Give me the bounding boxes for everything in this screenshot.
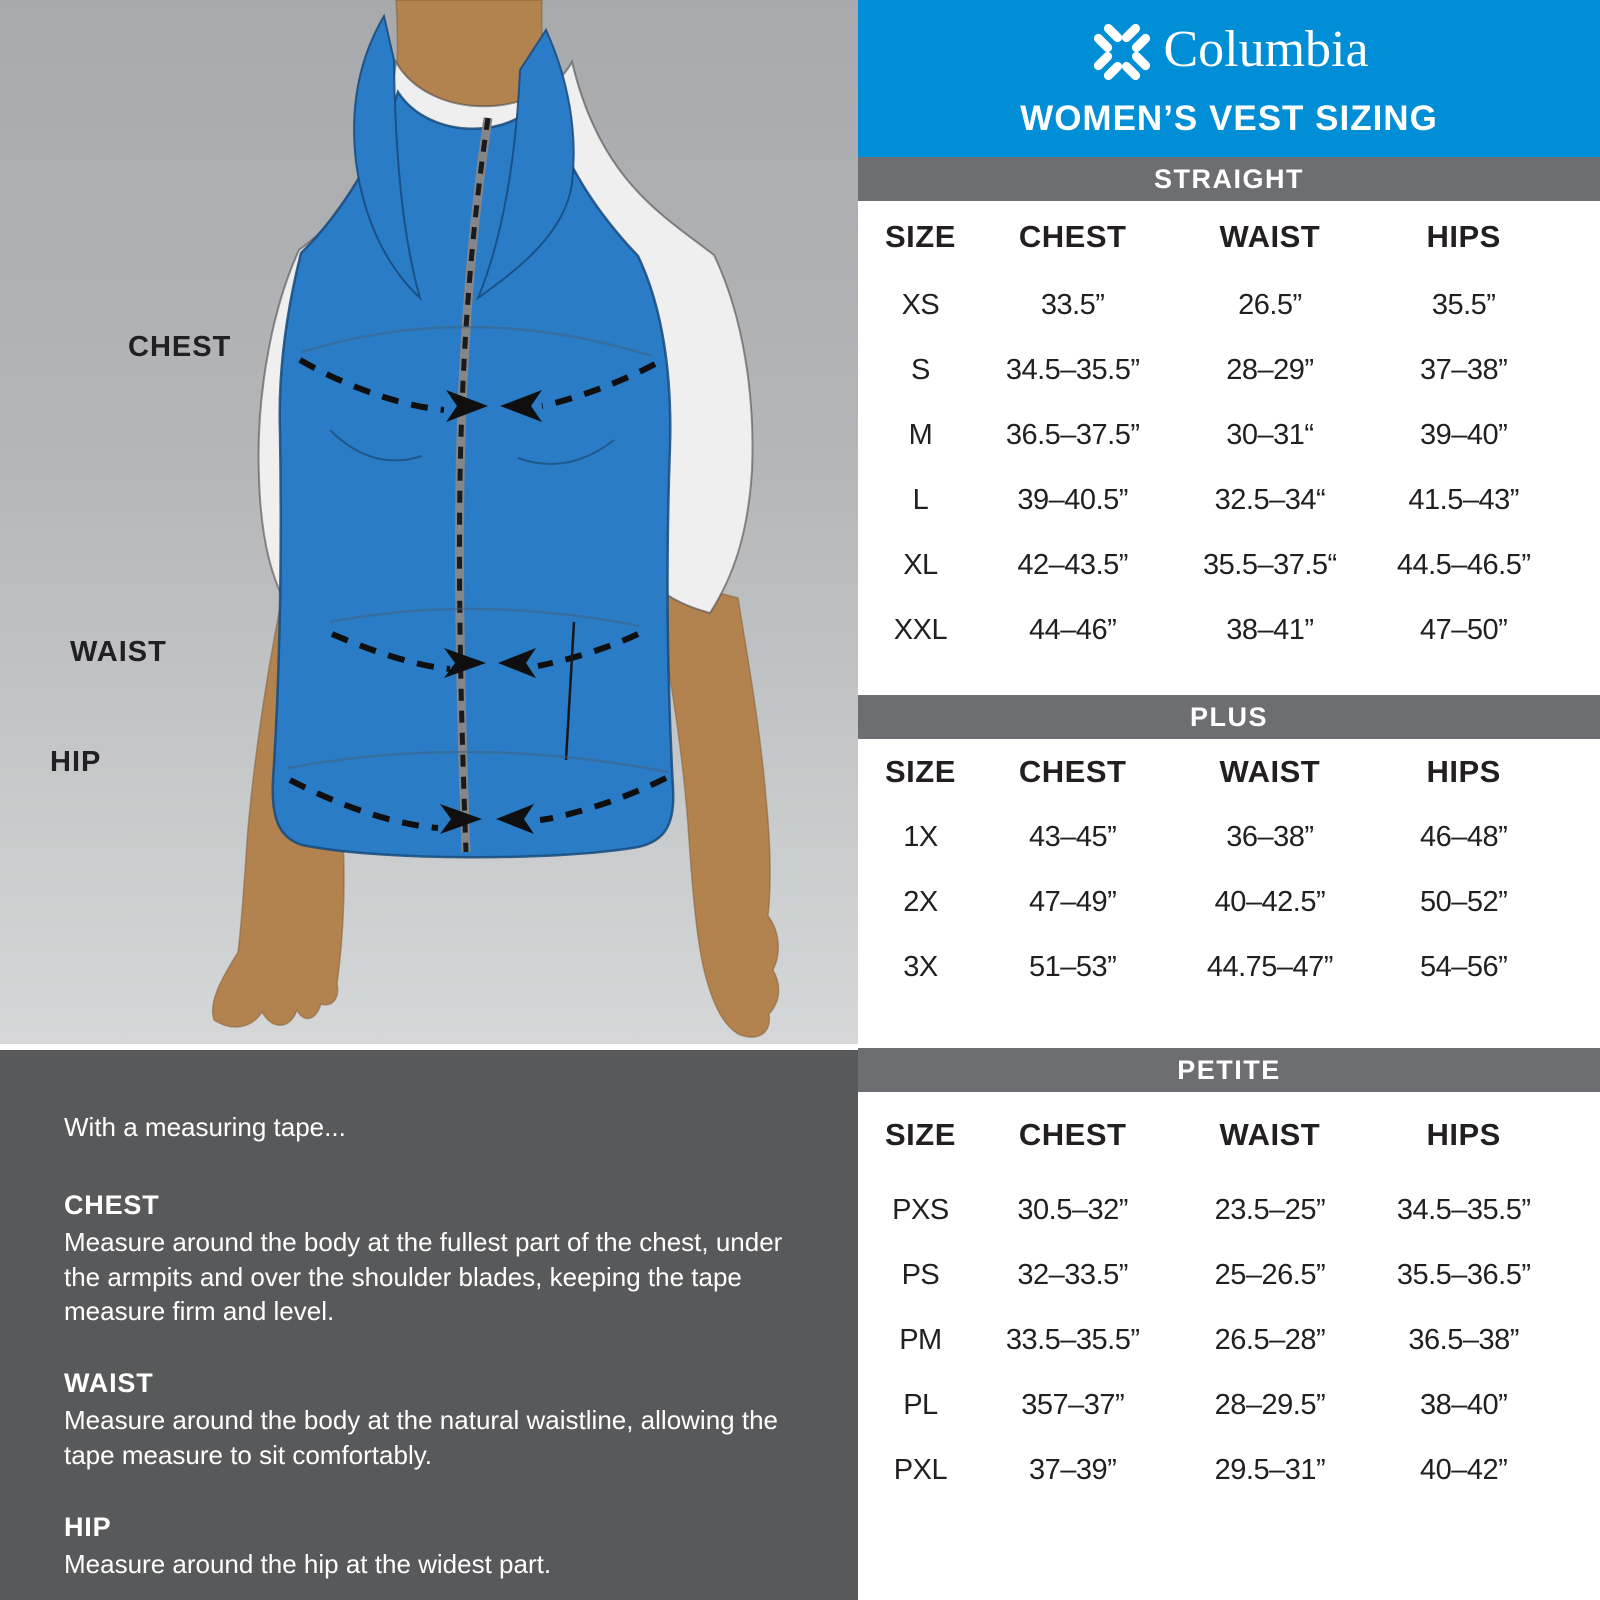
chest-cell: 47–49” <box>1029 886 1117 918</box>
table-row <box>872 1178 1564 1243</box>
size-cell: 3X <box>903 951 938 983</box>
instruction-heading-chest: CHEST <box>64 1190 160 1221</box>
chest-cell: 33.5” <box>1040 289 1105 321</box>
hip-measure-label: HIP <box>50 746 102 778</box>
waist-cell: 23.5–25” <box>1214 1194 1326 1226</box>
hips-cell: 44.5–46.5” <box>1396 549 1531 581</box>
size-cell: 2X <box>903 886 938 918</box>
chest-cell: 357–37” <box>1021 1389 1125 1421</box>
table-row <box>872 533 1564 598</box>
hips-cell: 35.5” <box>1431 289 1496 321</box>
waist-cell: 30–31“ <box>1226 419 1314 451</box>
table-row <box>872 468 1564 533</box>
waist-cell: 29.5–31” <box>1214 1454 1326 1486</box>
hips-cell: 46–48” <box>1419 821 1508 853</box>
straight-size-table <box>872 201 1564 663</box>
table-header-row <box>872 201 1564 273</box>
waist-cell: 26.5” <box>1238 289 1302 321</box>
chest-cell: 44–46” <box>1029 614 1117 646</box>
table-row <box>872 1243 1564 1308</box>
waist-cell: 40–42.5” <box>1214 886 1326 918</box>
column-header: SIZE <box>884 1117 956 1152</box>
chest-cell: 33.5–35.5” <box>1005 1324 1140 1356</box>
instruction-body-hip: Measure around the hip at the widest part. <box>64 1548 552 1579</box>
plus-size-table <box>872 739 1564 1000</box>
vest-figure-svg <box>0 0 858 1044</box>
vest-illustration <box>0 0 858 1044</box>
waist-cell: 26.5–28” <box>1214 1324 1326 1356</box>
section-straight <box>858 157 1600 663</box>
instruction-heading-waist: WAIST <box>64 1368 154 1399</box>
table-row <box>872 403 1564 468</box>
chest-cell: 36.5–37.5” <box>1005 419 1140 451</box>
hips-cell: 54–56” <box>1419 951 1508 983</box>
instruction-body-chest: Measure around the body at the fullest part of the chest, under the armpits and over the shoulder blades, keeping the tape measure firm and level. <box>64 1227 783 1326</box>
hips-cell: 38–40” <box>1419 1389 1508 1421</box>
waist-cell: 28–29.5” <box>1214 1389 1326 1421</box>
table-row <box>872 598 1564 663</box>
size-cell: M <box>908 419 933 451</box>
chest-measure-label: CHEST <box>128 331 232 363</box>
size-cell: S <box>911 354 930 386</box>
chest-cell: 42–43.5” <box>1017 549 1128 581</box>
hips-cell: 34.5–35.5” <box>1396 1194 1531 1226</box>
waist-cell: 44.75–47” <box>1206 951 1333 983</box>
table-row <box>872 338 1564 403</box>
table-row <box>872 273 1564 338</box>
column-header: WAIST <box>1219 754 1321 789</box>
hips-cell: 41.5–43” <box>1408 484 1519 516</box>
hips-cell: 35.5–36.5” <box>1396 1259 1531 1291</box>
waist-cell: 38–41” <box>1226 614 1314 646</box>
table-row <box>872 805 1564 870</box>
instruction-body-waist: Measure around the body at the natural waistline, allowing the tape measure to sit comfortably. <box>64 1405 778 1470</box>
measuring-instructions <box>0 1050 858 1600</box>
instructions-intro: With a measuring tape... <box>64 1112 346 1142</box>
size-cell: XL <box>903 549 938 581</box>
chest-cell: 30.5–32” <box>1017 1194 1128 1226</box>
table-row <box>872 935 1564 1000</box>
hips-cell: 39–40” <box>1419 419 1508 451</box>
waist-cell: 28–29” <box>1226 354 1314 386</box>
brand-header <box>858 0 1600 157</box>
waist-cell: 35.5–37.5“ <box>1203 549 1337 581</box>
chest-cell: 43–45” <box>1029 821 1117 853</box>
column-header: CHEST <box>1018 1117 1127 1152</box>
hips-cell: 37–38” <box>1419 354 1508 386</box>
waist-cell: 25–26.5” <box>1214 1259 1326 1291</box>
column-header: HIPS <box>1426 219 1501 254</box>
table-row <box>872 870 1564 935</box>
panel-title: WOMEN’S VEST SIZING <box>1020 98 1438 138</box>
hips-cell: 36.5–38” <box>1408 1324 1519 1356</box>
size-cell: PL <box>903 1389 938 1421</box>
waist-cell: 36–38” <box>1226 821 1314 853</box>
section-plus-header: PLUS <box>858 695 1600 739</box>
column-header: HIPS <box>1426 754 1501 789</box>
section-straight-header: STRAIGHT <box>858 157 1600 201</box>
size-cell: L <box>912 484 929 516</box>
chest-cell: 32–33.5” <box>1017 1259 1128 1291</box>
waist-cell: 32.5–34“ <box>1214 484 1326 516</box>
table-row <box>872 1308 1564 1373</box>
column-header: SIZE <box>884 219 956 254</box>
section-plus <box>858 695 1600 1000</box>
table-row <box>872 1373 1564 1438</box>
chest-cell: 51–53” <box>1029 951 1117 983</box>
chest-cell: 37–39” <box>1029 1454 1117 1486</box>
size-cell: 1X <box>903 821 938 853</box>
size-cell: PM <box>899 1324 942 1356</box>
columbia-logo-icon <box>1089 19 1155 85</box>
brand-logo <box>1089 19 1368 85</box>
waist-measure-label: WAIST <box>70 636 167 668</box>
column-header: HIPS <box>1426 1117 1501 1152</box>
instruction-heading-hip: HIP <box>64 1511 112 1542</box>
column-header: WAIST <box>1219 1117 1321 1152</box>
column-header: CHEST <box>1018 754 1127 789</box>
size-cell: XXL <box>893 614 948 646</box>
hips-cell: 40–42” <box>1419 1454 1508 1486</box>
section-petite-header: PETITE <box>858 1048 1600 1092</box>
size-cell: PS <box>901 1259 940 1291</box>
table-row <box>872 1438 1564 1503</box>
brand-wordmark: Columbia <box>1163 20 1369 78</box>
size-cell: XS <box>901 289 940 321</box>
hips-cell: 47–50” <box>1419 614 1508 646</box>
sizing-panel <box>858 0 1600 1600</box>
column-header: CHEST <box>1018 219 1127 254</box>
size-cell: PXL <box>893 1454 948 1486</box>
table-header-row <box>872 739 1564 805</box>
petite-size-table <box>872 1092 1564 1503</box>
size-cell: PXS <box>892 1194 949 1226</box>
column-header: WAIST <box>1219 219 1321 254</box>
chest-cell: 39–40.5” <box>1017 484 1128 516</box>
section-petite <box>858 1048 1600 1503</box>
chest-cell: 34.5–35.5” <box>1005 354 1140 386</box>
table-header-row <box>872 1092 1564 1178</box>
hips-cell: 50–52” <box>1419 886 1508 918</box>
column-header: SIZE <box>884 754 956 789</box>
